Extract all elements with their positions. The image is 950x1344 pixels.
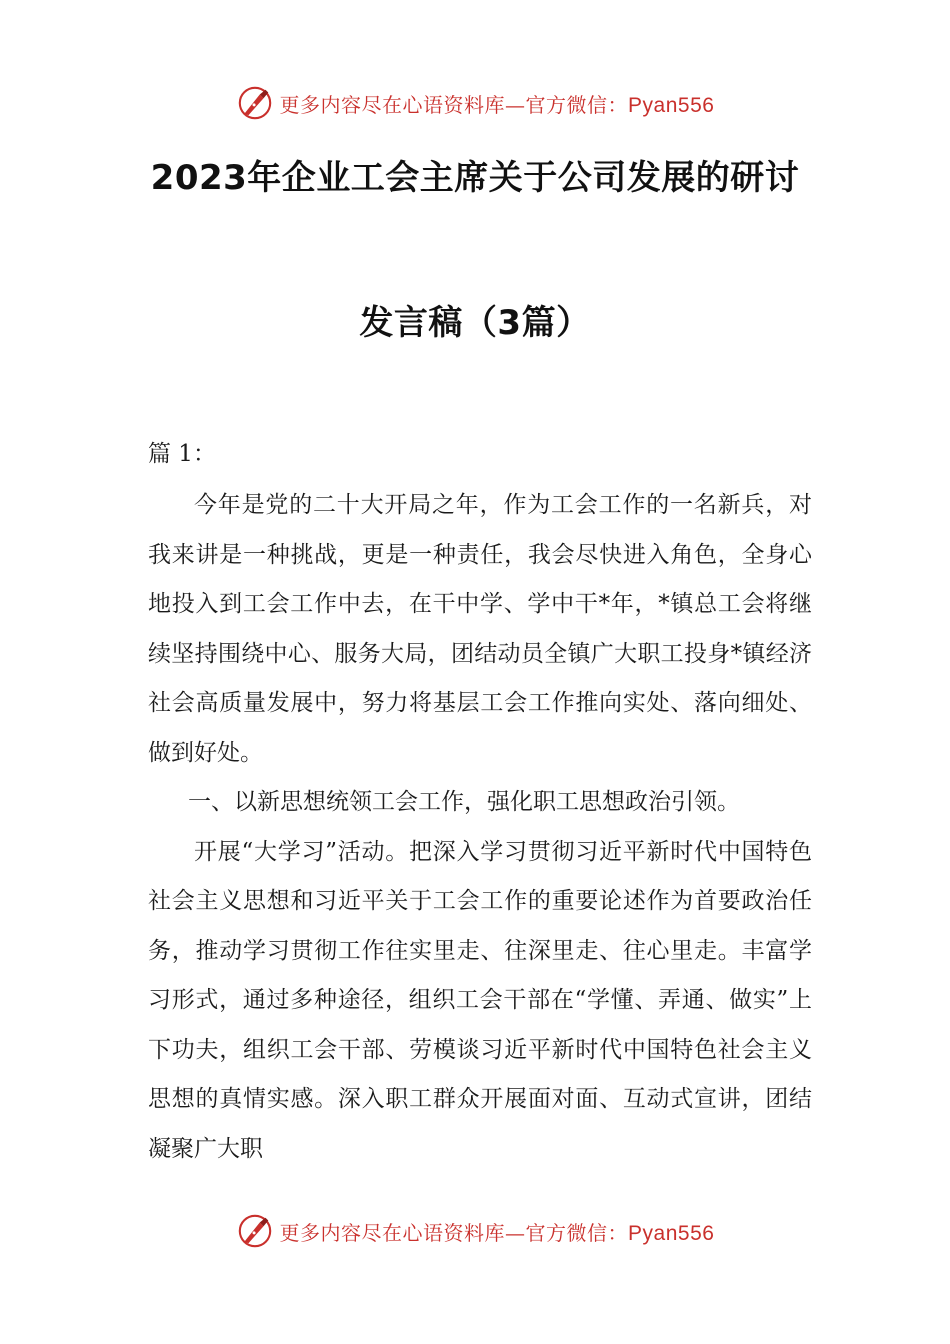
- body-paragraph: 开展“大学习”活动。把深入学习贯彻习近平新时代中国特色社会主义思想和习近平关于工会工作的重要论述作为首要政治任务，推动学习贯彻工作往实里走、往深里走、往心里走。丰富学习形式，通过多种途径，组织工会干部在“学懂、弄通、做实”上下功夫，组织工会干部、劳模谈习近平新时代中国特色社会主义思想的真情实感。深入职工群众开展面对面、互动式宣讲，团结凝聚广大职: [148, 838, 812, 1162]
- watermark-banner-bottom: [0, 1206, 950, 1256]
- section-heading: 一、以新思想统领工会工作，强化职工思想政治引领。: [188, 789, 740, 815]
- pen-nib-logo-icon: [236, 1212, 274, 1250]
- section-label: 篇 1：: [148, 441, 216, 467]
- pen-nib-logo-icon: [236, 84, 274, 122]
- body-paragraph: 今年是党的二十大开局之年，作为工会工作的一名新兵，对我来讲是一种挑战，更是一种责任，我会尽快进入角色，全身心地投入到工会工作中去，在干中学、学中干*年，*镇总工会将继续坚持围绕中心、服务大局，团结动员全镇广大职工投身*镇经济社会高质量发展中，努力将基层工会工作推向实处、落向细处、做到好处。: [148, 492, 812, 766]
- document-title-line-2: 发言稿（3篇）: [359, 303, 591, 343]
- document-title-line-1: 2023年企业工会主席关于公司发展的研讨: [150, 158, 800, 198]
- watermark-text: 更多内容尽在心语资料库—官方微信：Pyan556: [279, 1220, 715, 1245]
- document-body: [148, 427, 812, 1174]
- watermark-banner-top: [0, 78, 950, 128]
- watermark-text: 更多内容尽在心语资料库—官方微信：Pyan556: [279, 92, 715, 117]
